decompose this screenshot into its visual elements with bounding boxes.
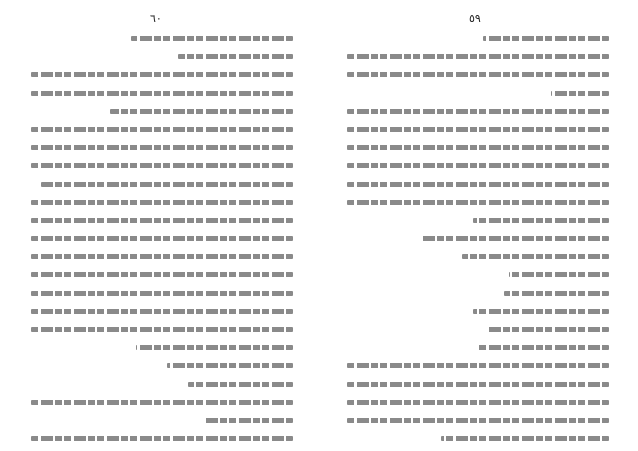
text-line <box>31 212 293 230</box>
text-line <box>347 266 609 284</box>
text-line <box>347 285 609 303</box>
text-line <box>31 394 293 412</box>
page-number: ٦٠ <box>150 12 162 25</box>
page-text <box>347 30 609 451</box>
text-line <box>31 412 293 430</box>
text-line <box>31 357 293 375</box>
text-line <box>347 430 609 448</box>
text-line <box>347 321 609 339</box>
text-line <box>31 66 293 84</box>
text-line <box>347 412 609 430</box>
right-page <box>319 0 638 451</box>
text-line <box>31 176 293 194</box>
text-line <box>31 139 293 157</box>
text-line <box>347 157 609 175</box>
text-line <box>31 321 293 339</box>
text-line <box>31 430 293 448</box>
text-line <box>347 194 609 212</box>
text-line <box>347 66 609 84</box>
text-line <box>347 121 609 139</box>
text-line <box>347 176 609 194</box>
text-line <box>347 230 609 248</box>
text-line <box>347 85 609 103</box>
text-line <box>347 357 609 375</box>
text-line <box>31 157 293 175</box>
text-line <box>31 85 293 103</box>
text-line <box>31 248 293 266</box>
text-line <box>347 394 609 412</box>
text-line <box>347 376 609 394</box>
text-line <box>347 248 609 266</box>
text-line <box>31 230 293 248</box>
text-line <box>31 339 293 357</box>
page-number: ٥٩ <box>469 12 481 25</box>
text-line <box>347 303 609 321</box>
text-line <box>347 48 609 66</box>
text-line <box>31 30 293 48</box>
text-line <box>31 194 293 212</box>
text-line <box>347 30 609 48</box>
text-line <box>347 139 609 157</box>
text-line <box>31 121 293 139</box>
text-line <box>31 376 293 394</box>
text-line <box>31 285 293 303</box>
text-line <box>347 212 609 230</box>
text-line <box>31 48 293 66</box>
text-line <box>347 103 609 121</box>
text-line <box>31 266 293 284</box>
page-text <box>31 30 293 451</box>
text-line <box>31 303 293 321</box>
text-line <box>347 339 609 357</box>
text-line <box>31 103 293 121</box>
